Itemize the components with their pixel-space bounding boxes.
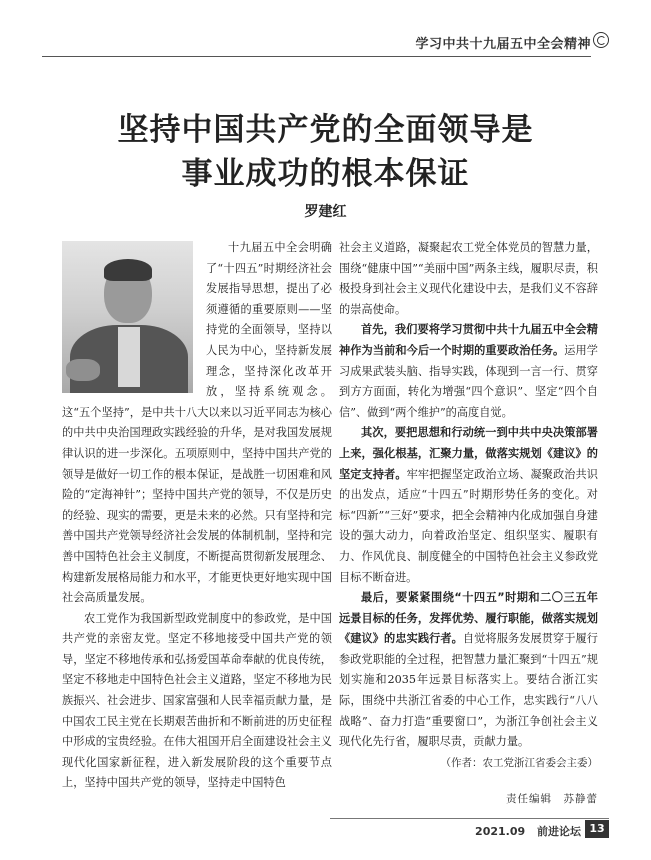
paragraph-3-text: 牢牢把握坚定政治立场、凝聚政治共识的出发点，适应“十四五”时期形势任务的变化。对标“四新”“三好”要求，把全会精神内化成加强自身建设的强大动力，向着政治坚定、组织坚实、履职有力、作风优良、制度健全的中国特色社会主义参政党目标不断奋进。 — [339, 467, 598, 584]
paragraph-2-lead: 首先，我们要将学习贯彻中共十九届五中全会精神作为当前和今后一个时期的重要政治任务。 — [339, 323, 598, 357]
right-paragraph-2 — [339, 320, 598, 423]
paragraph-2-text: 运用学习成果武装头脑、指导实践，体现到一言一行、贯穿到方方面面，转化为增强“四个意识”、坚定“四个自信”、做到“两个维护”的高度自觉。 — [339, 343, 598, 419]
paragraph-4-text: 自觉将服务发展贯穿于履行参政党职能的全过程，把智慧力量汇聚到“十四五”规划实施和2035年远景目标落实上。要结合浙江实际，围绕中共浙江省委的中心工作，忠实践行“八八战略”、奋力打造“重要窗口”，为浙江争创社会主义现代化先行省，履职尽责，贡献力量。 — [339, 632, 598, 749]
author-name: 罗建红 — [304, 204, 347, 220]
right-paragraph-1: 社会主义道路，凝聚起农工党全体党员的智慧力量，围绕“健康中国”“美丽中国”两条主线，履职尽责，积极投身到社会主义现代化建设中去，是我们义不容辞的崇高使命。 — [339, 241, 598, 316]
magazine-name: 前进论坛 — [537, 825, 581, 838]
header-rule — [42, 56, 591, 57]
article-title — [0, 108, 651, 196]
paragraph-4-lead: 最后，要紧紧围绕“十四五”时期和二〇三五年远景目标的任务，发挥优势、履行职能，做落实规划《建议》的忠实践行者。 — [339, 591, 598, 646]
circle-logo-icon — [593, 32, 609, 48]
left-paragraph-1: 十九届五中全会明确了“十四五”时期经济社会发展指导思想，提出了必须遵循的重要原则——坚持党的全面领导，坚持以人民为中心，坚持新发展理念，坚持深化改革开放，坚持系统观念。这“五个坚持”，是中共十八大以来以习近平同志为核心的中共中央治国理政实践经验的升华，是对我国发展规律认识的进一步深化。五项原则中，坚持中国共产党的领导是做好一切工作的根本保证，是战胜一切困难和风险的“定海神针”；坚持中国共产党的领导，不仅是历史的经验、现实的需要，更是未来的必然。只有坚持和完善中国共产党领导经济社会发展的体制机制，坚持和完善中国特色社会主义制度，不断提高贯彻新发展理念、构建新发展格局能力和水平，才能更快更好地实现中国社会高质量发展。 — [62, 241, 332, 605]
right-paragraph-3 — [339, 423, 598, 588]
left-paragraph-2: 农工党作为我国新型政党制度中的参政党，是中国共产党的亲密友党。坚定不移地接受中国共产党的领导，坚定不移地传承和弘扬爱国革命奉献的优良传统，坚定不移地走中国特色社会主义道路，坚定不移地为民族振兴、社会进步、国家富强和人民幸福贡献力量，是中国农工民主党在长期艰苦曲折和不断前进的历史征程中形成的宝贵经验。在伟大祖国开启全面建设社会主义现代化国家新征程，进入新发展阶段的这个重要节点上，坚持中国共产党的领导，坚持走中国特色 — [62, 611, 332, 790]
left-column — [62, 238, 332, 794]
responsible-editor: 责任编辑 苏静蕾 — [506, 793, 598, 806]
page-number: 13 — [585, 820, 609, 838]
author-note: （作者：农工党浙江省委会主委） — [440, 756, 598, 769]
issue-date: 2021.09 — [475, 825, 526, 838]
right-paragraph-4 — [339, 588, 598, 753]
running-title: 学习中共十九届五中全会精神 — [415, 37, 591, 52]
footer-info — [467, 823, 581, 839]
paragraph-3-lead: 其次，要把思想和行动统一到中共中央决策部署上来，强化根基，汇聚力量，做落实规划《建议》的坚定支持者。 — [339, 426, 598, 481]
right-column — [339, 238, 598, 810]
title-line-2: 事业成功的根本保证 — [181, 156, 470, 192]
footer-rule — [330, 818, 609, 819]
title-line-1: 坚持中国共产党的全面领导是 — [117, 112, 534, 148]
